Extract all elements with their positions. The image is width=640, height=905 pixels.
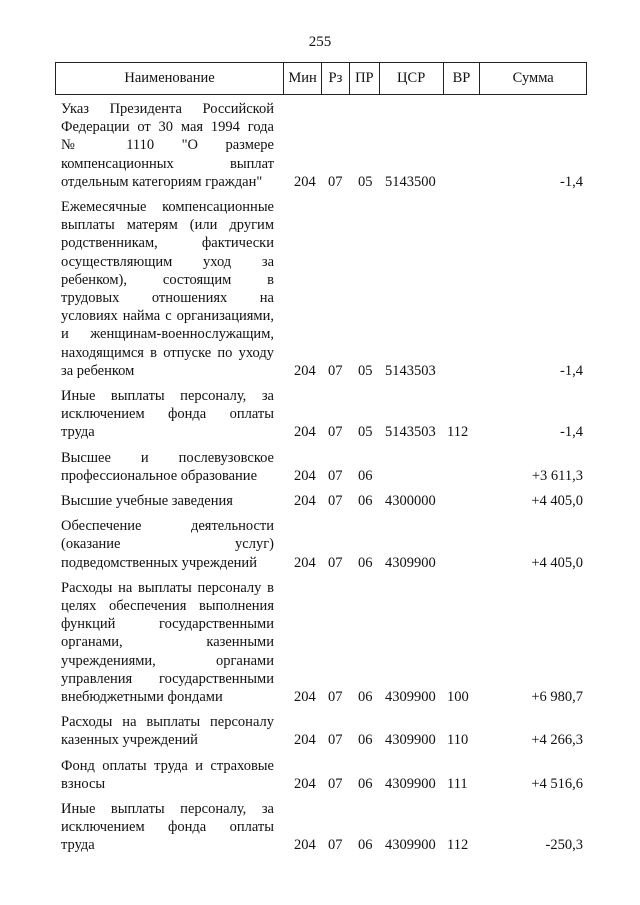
row-name-line: труда xyxy=(61,424,95,441)
row-sum: -1,4 xyxy=(560,362,583,379)
row-name-line: осуществляющим уход за xyxy=(61,253,274,270)
row-min: 204 xyxy=(294,554,316,571)
row-name-line: Иные выплаты персоналу, за xyxy=(61,801,274,817)
row-min: 204 xyxy=(294,775,316,792)
table-row xyxy=(0,198,640,380)
row-name-line: Ежемесячные компенсационные xyxy=(61,199,274,215)
row-sum: +4 405,0 xyxy=(531,493,583,509)
row-name-line: внебюджетными фондами xyxy=(61,689,223,706)
row-vr: 100 xyxy=(447,688,469,705)
row-name-line: Высшие учебные заведения xyxy=(61,493,233,509)
row-min: 204 xyxy=(294,837,316,854)
row-rz: 07 xyxy=(328,424,343,441)
row-name-line: Федерации от 30 мая 1994 года xyxy=(61,119,274,136)
row-name xyxy=(61,757,274,793)
table-row xyxy=(0,579,640,706)
row-rz: 07 xyxy=(328,362,343,379)
page-number: 255 xyxy=(308,34,332,50)
row-name-line: компенсационных выплат xyxy=(61,155,274,172)
row-pr: 06 xyxy=(358,775,373,792)
row-name-line: родственникам, фактически xyxy=(61,235,274,252)
row-csr: 4300000 xyxy=(385,493,436,509)
row-name-line: ребенком), состоящим в xyxy=(61,271,274,288)
row-name-line: взносы xyxy=(61,775,106,792)
header-rz: Рз xyxy=(321,63,349,94)
row-sum: +4 516,6 xyxy=(531,775,583,792)
row-rz: 07 xyxy=(328,732,343,749)
row-rz: 07 xyxy=(328,493,343,509)
row-csr: 5143500 xyxy=(385,173,436,190)
row-sum: +6 980,7 xyxy=(531,688,583,705)
row-name-line: целях обеспечения выполнения xyxy=(61,598,274,614)
row-sum: +3 611,3 xyxy=(531,467,583,484)
row-pr: 06 xyxy=(358,467,373,484)
table-row xyxy=(0,387,640,442)
row-pr: 06 xyxy=(358,688,373,705)
row-name-line: функций государственными xyxy=(61,616,274,633)
row-rz: 07 xyxy=(328,775,343,792)
table-row xyxy=(0,449,640,485)
row-name-line: № 1110 "О размере xyxy=(61,137,274,154)
table-row xyxy=(0,100,640,191)
row-min: 204 xyxy=(294,173,316,190)
row-name xyxy=(61,800,274,855)
row-name-line: органами, казенными xyxy=(61,634,274,651)
row-name-line: подведомственных учреждений xyxy=(61,554,257,571)
row-vr: 111 xyxy=(447,775,468,792)
row-sum: +4 266,3 xyxy=(531,732,583,749)
row-pr: 05 xyxy=(358,424,373,441)
row-csr: 4309900 xyxy=(385,554,436,571)
row-rz: 07 xyxy=(328,554,343,571)
header-min: Мин xyxy=(283,63,321,94)
row-name-line: Иные выплаты персоналу, за xyxy=(61,388,274,404)
header-vr: ВР xyxy=(443,63,480,94)
table-row xyxy=(0,713,640,749)
row-pr: 05 xyxy=(358,173,373,190)
row-min: 204 xyxy=(294,467,316,484)
row-name xyxy=(61,579,274,706)
row-name-line: трудовых отношениях на xyxy=(61,290,274,307)
row-name-line: Расходы на выплаты персоналу xyxy=(61,714,274,731)
row-name-line: за ребенком xyxy=(61,362,135,379)
table-row xyxy=(0,517,640,572)
row-sum: -250,3 xyxy=(545,837,583,854)
row-name-line: выплаты матерям (или другим xyxy=(61,217,274,234)
row-sum: -1,4 xyxy=(560,173,583,190)
row-name-line: отдельным категориям граждан" xyxy=(61,173,263,190)
header-csr: ЦСР xyxy=(379,63,443,94)
row-name xyxy=(61,449,274,485)
row-pr: 06 xyxy=(358,732,373,749)
header-sum: Сумма xyxy=(479,63,586,94)
row-name xyxy=(61,517,274,572)
row-name-line: Фонд оплаты труда и страховые xyxy=(61,757,274,774)
row-pr: 05 xyxy=(358,362,373,379)
row-name-line: казенных учреждений xyxy=(61,732,198,749)
row-name-line: Расходы на выплаты персоналу в xyxy=(61,579,274,596)
row-name xyxy=(61,713,274,749)
row-name-line: труда xyxy=(61,837,95,854)
table-row xyxy=(0,757,640,793)
row-min: 204 xyxy=(294,362,316,379)
row-pr: 06 xyxy=(358,493,373,509)
row-sum: -1,4 xyxy=(560,424,583,441)
row-name-line: Указ Президента Российской xyxy=(61,101,274,117)
row-csr: 4309900 xyxy=(385,775,436,792)
row-rz: 07 xyxy=(328,173,343,190)
row-name xyxy=(61,100,274,191)
row-name-line: Высшее и послевузовское xyxy=(61,449,274,466)
row-name xyxy=(61,492,274,510)
row-name-line: находящимся в отпуске по уходу xyxy=(61,344,274,361)
row-name-line: (оказание услуг) xyxy=(61,536,274,553)
row-name xyxy=(61,198,274,380)
row-pr: 06 xyxy=(358,837,373,854)
row-min: 204 xyxy=(294,732,316,749)
header-pr: ПР xyxy=(349,63,379,94)
row-vr: 110 xyxy=(447,732,469,749)
row-rz: 07 xyxy=(328,688,343,705)
table-header xyxy=(55,62,587,95)
row-pr: 06 xyxy=(358,554,373,571)
row-csr: 4309900 xyxy=(385,688,436,705)
table-row xyxy=(0,800,640,855)
row-name-line: условиях найма с организациями, xyxy=(61,308,274,325)
row-csr: 4309900 xyxy=(385,837,436,854)
row-min: 204 xyxy=(294,493,316,509)
row-rz: 07 xyxy=(328,837,343,854)
row-name-line: и женщинам-военнослужащим, xyxy=(61,326,274,343)
row-name-line: профессиональное образование xyxy=(61,467,258,484)
table-row xyxy=(0,492,640,510)
row-sum: +4 405,0 xyxy=(531,554,583,571)
row-name-line: управления государственными xyxy=(61,670,274,687)
row-vr: 112 xyxy=(447,424,469,441)
row-name-line: учреждениями, органами xyxy=(61,652,274,669)
row-csr: 4309900 xyxy=(385,732,436,749)
header-name: Наименование xyxy=(124,70,215,86)
row-csr: 5143503 xyxy=(385,362,436,379)
row-name-line: исключением фонда оплаты xyxy=(61,819,274,836)
row-name xyxy=(61,387,274,442)
row-name-line: исключением фонда оплаты xyxy=(61,406,274,423)
row-min: 204 xyxy=(294,688,316,705)
row-csr: 5143503 xyxy=(385,424,436,441)
row-vr: 112 xyxy=(447,837,469,854)
row-min: 204 xyxy=(294,424,316,441)
row-rz: 07 xyxy=(328,467,343,484)
row-name-line: Обеспечение деятельности xyxy=(61,518,274,535)
